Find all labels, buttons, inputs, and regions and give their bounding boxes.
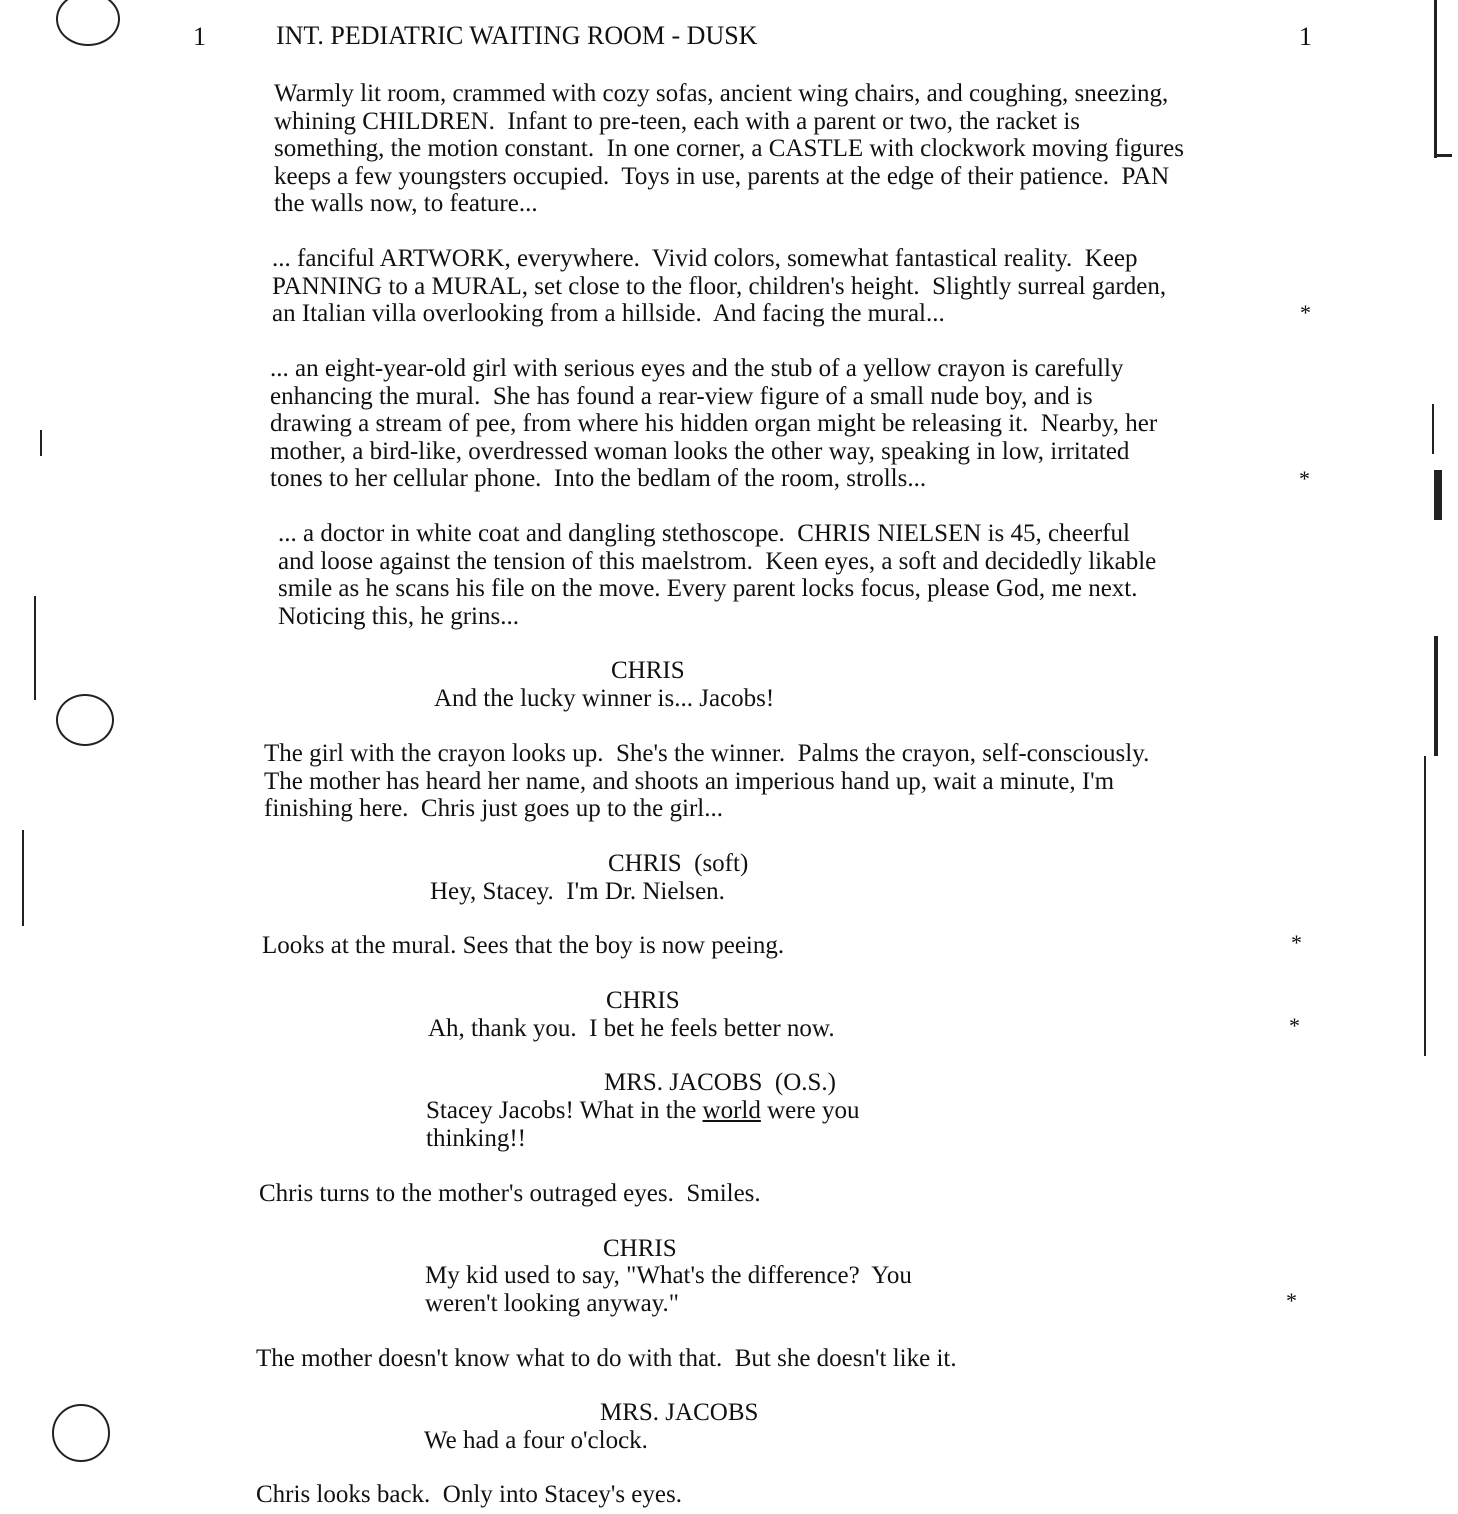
right-edge-mark-4 (1424, 756, 1426, 1056)
revision-mark-1: * (1300, 300, 1311, 325)
action-paragraph-1: Warmly lit room, crammed with cozy sofas, ancient wing chairs, and coughing, sneezing, whining CHILDREN. Infant to pre-teen, each with a parent or two, the racket is something, the motion constant. In one corner, a CASTLE with clockwork moving figures keeps a few youngsters occupied. Toys in use, parents at the edge of their patience. PAN the walls now, to feature... (274, 80, 1184, 217)
revision-mark-4: * (1289, 1013, 1300, 1038)
margin-mark-left-1 (40, 430, 42, 456)
dialogue-line-2: Hey, Stacey. I'm Dr. Nielsen. (430, 878, 725, 905)
character-cue-mrs-jacobs-1: MRS. JACOBS (O.S.) (604, 1069, 837, 1096)
scene-number-left: 1 (193, 22, 206, 51)
dialogue-line-4-continued: thinking!! (426, 1125, 526, 1152)
character-cue-chris-4: CHRIS (603, 1235, 677, 1262)
underlined-word-world: world (702, 1097, 761, 1124)
action-paragraph-4: ... a doctor in white coat and dangling stethoscope. CHRIS NIELSEN is 45, cheerful and loose against the tension of this maelstrom. Keen eyes, a soft and decidedly likable smile as he scans his file on the move. Every parent locks focus, please God, me next. Noticing this, he grins... (278, 520, 1157, 630)
right-edge-mark-2 (1434, 470, 1442, 520)
dialogue-line-3: Ah, thank you. I bet he feels better now. (428, 1015, 835, 1042)
dialogue-line-4-part-1: Stacey Jacobs! What in the (426, 1097, 703, 1124)
margin-mark-left-2 (34, 596, 36, 700)
dialogue-line-6: We had a four o'clock. (424, 1427, 648, 1454)
action-paragraph-9: Chris looks back. Only into Stacey's eyes. (256, 1481, 682, 1508)
dialogue-line-4-part-3: were you (760, 1097, 860, 1124)
dialogue-line-4 (426, 1097, 859, 1125)
character-cue-chris-3: CHRIS (606, 987, 680, 1014)
action-paragraph-8: The mother doesn't know what to do with that. But she doesn't like it. (256, 1345, 957, 1372)
revision-mark-3: * (1291, 930, 1302, 955)
binder-hole-middle (56, 694, 114, 746)
action-paragraph-5: The girl with the crayon looks up. She's the winner. Palms the crayon, self-consciously. The mother has heard her name, and shoots an imperious hand up, wait a minute, I'm finishing here. Chris just goes up to the girl... (264, 740, 1150, 822)
scene-number-right: 1 (1299, 22, 1312, 51)
revision-mark-5: * (1286, 1288, 1297, 1313)
character-cue-mrs-jacobs-2: MRS. JACOBS (600, 1399, 759, 1426)
scene-heading: INT. PEDIATRIC WAITING ROOM - DUSK (276, 21, 758, 50)
binder-hole-bottom (52, 1404, 110, 1462)
revision-mark-2: * (1299, 466, 1310, 491)
character-cue-chris-2: CHRIS (soft) (608, 850, 749, 877)
right-bracket-vertical (1434, 0, 1437, 158)
action-paragraph-2: ... fanciful ARTWORK, everywhere. Vivid colors, somewhat fantastical reality. Keep PANNING to a MURAL, set close to the floor, children's height. Slightly surreal garden, an Italian villa overlooking from a hillside. And facing the mural... (272, 245, 1167, 327)
right-edge-mark-1 (1432, 404, 1434, 454)
right-edge-mark-3 (1434, 636, 1438, 756)
right-bracket-foot (1434, 154, 1452, 157)
binder-hole-top (56, 0, 120, 46)
margin-mark-left-3 (22, 830, 24, 926)
action-paragraph-6: Looks at the mural. Sees that the boy is now peeing. (262, 932, 785, 959)
action-paragraph-7: Chris turns to the mother's outraged eyes. Smiles. (259, 1180, 761, 1207)
character-cue-chris-1: CHRIS (611, 657, 685, 684)
action-paragraph-3: ... an eight-year-old girl with serious eyes and the stub of a yellow crayon is carefully enhancing the mural. She has found a rear-view figure of a small nude boy, and is drawing a stream of pee, from where his hidden organ might be releasing it. Nearby, her mother, a bird-like, overdressed woman looks the other way, speaking in low, irritated tones to her cellular phone. Into the bedlam of the room, strolls... (270, 355, 1158, 492)
dialogue-line-5: My kid used to say, "What's the difference? You weren't looking anyway." (425, 1262, 912, 1317)
dialogue-line-1: And the lucky winner is... Jacobs! (434, 685, 775, 712)
